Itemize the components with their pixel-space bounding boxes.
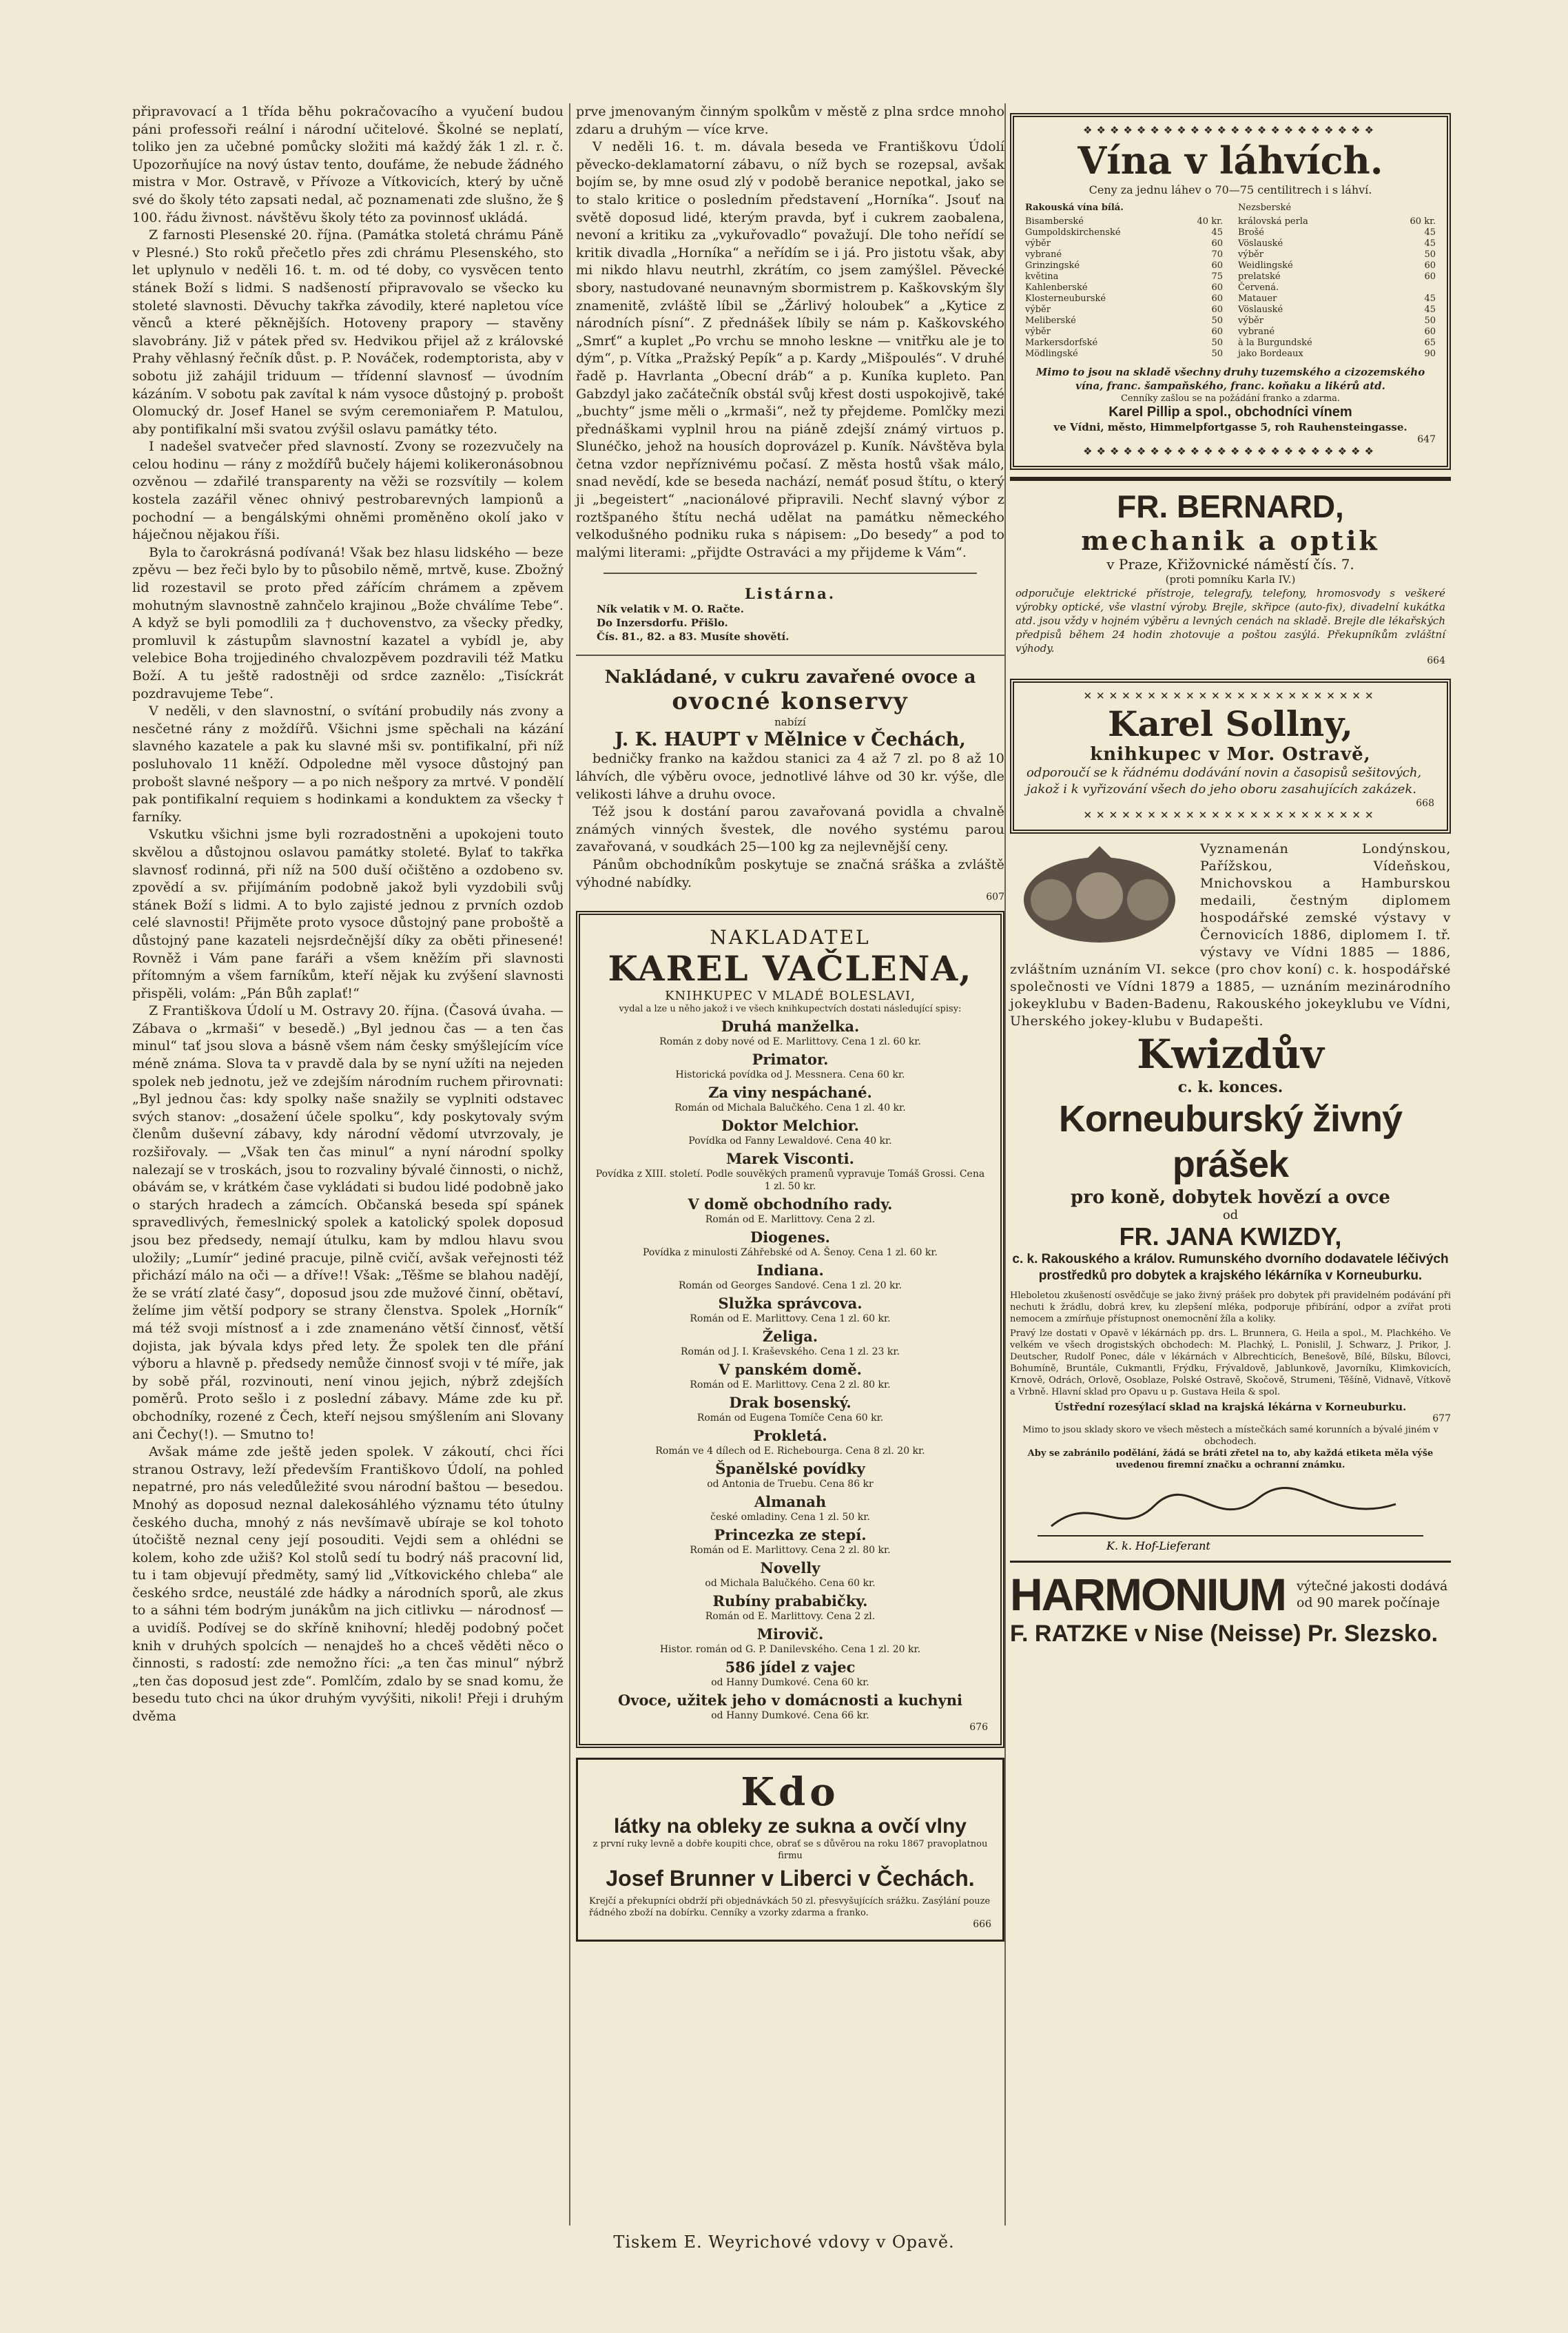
book-item (592, 1262, 988, 1292)
wine-row (1238, 316, 1436, 327)
wine-name: Meliberské (1025, 316, 1076, 326)
ad-number: 676 (969, 1722, 988, 1734)
book-item (592, 1150, 988, 1193)
wine-row (1025, 349, 1223, 360)
wine-price: 75 (1211, 271, 1223, 282)
wine-row (1238, 227, 1436, 238)
sollny-ad (1010, 679, 1451, 834)
column-2 (576, 103, 1004, 1942)
book-item (592, 1493, 988, 1523)
wine-row (1025, 282, 1223, 294)
kwizda-body: Pravý lze dostati v Opavě v lékárnách pp. drs. L. Brunnera, G. Heila a spol., M. Plachkého. Ve velkém ve všech drogistských obchodech: M. Plachký, L. Ponislil, J. Schwarz, J. Prikor, J. Deutscher, Rudolf Ponec, dále v lékárnách v Albrechticích, Benešově, Bílé, Bílsku, Bílovci, Bohumíně, Bruntále, Cukmantli, Frýdku, Frývaldově, Jablunkově, Javorníku, Klimkovicích, Krnově, Odrách, Orlově, Osoblaze, Polské Ostravě, Skočově, Strumeni, Těšíně, Vidnavě, Vítkově a Vrbně. Hlavní sklad pro Opavu u p. Gustava Heila & spol. (1010, 1328, 1451, 1397)
article-paragraph: Byla to čarokrásná podívaná! Však bez hlasu lidského — beze zpěvu — bez řeči bylo by to působilo němě, mrtvě, kuse. Zbožný lid rozestavil se proto před zářícím chrámem a zpěvem mohutným slavnostně zahnčelo krajinou „Bože chválíme Tebe“. A když se byli pomodlili za † duchovenstvo, za všecky předky, promluvil k zástupům slavnostní kazatel a vybídl je, aby velebice Boha trojjediného chvalozpěvem pozdravili též Matku Boží. A tu ještě radostněji od srdce zaznělo: „Tisíckrát pozdravujeme Tebe“. (132, 544, 564, 701)
wine-row (1238, 327, 1436, 338)
wine-row (1238, 260, 1436, 271)
book-item (592, 1117, 988, 1147)
vaclena-label: NAKLADATEL (710, 926, 871, 949)
book-desc: Román od E. Marlittovy. Cena 2 zl. 80 kr. (690, 1379, 891, 1391)
book-title: Almanah (754, 1493, 827, 1511)
signature-caption: K. k. Hof-Lieferant (1106, 1539, 1210, 1552)
vaclena-name: KAREL VAČLENA, (608, 948, 973, 989)
haupt-firm: J. K. HAUPT v Mělnice v Čechách, (615, 729, 966, 751)
book-item (592, 1051, 988, 1081)
book-title: Ovoce, užitek jeho v domácnosti a kuchyni (617, 1692, 963, 1709)
book-item (592, 1229, 988, 1259)
wine-name: vybrané (1025, 249, 1062, 260)
wine-price: 60 kr. (1410, 216, 1436, 227)
book-desc: Román od E. Marlittovy. Cena 2 zl. (705, 1214, 876, 1226)
ornament-border: ✕✕✕✕✕✕✕✕✕✕✕✕✕✕✕✕✕✕✕✕✕✕✕ (1083, 690, 1378, 702)
wine-price: 60 (1424, 271, 1436, 282)
wine-row (1025, 227, 1223, 238)
kwizda-maker2: c. k. Rakouského a králov. Rumunského dvorního dodavatele léčivých prostředků pro dobytek a krajského lékárníka v Korneuburku. (1012, 1252, 1449, 1283)
book-desc: od Michala Balučkého. Cena 60 kr. (705, 1578, 876, 1590)
book-title: Marek Visconti. (726, 1150, 854, 1168)
book-item (592, 1592, 988, 1623)
book-item (592, 1084, 988, 1114)
vaclena-ad (576, 911, 1004, 1748)
wine-name: výběr (1025, 327, 1051, 337)
wine-row (1238, 271, 1436, 282)
wine-row (1025, 260, 1223, 271)
wine-price: 60 (1211, 260, 1223, 271)
wine-name: výběr (1238, 316, 1263, 326)
wine-row (1238, 294, 1436, 305)
ad-number: 607 (986, 892, 1004, 903)
book-title: Doktor Melchior. (721, 1117, 859, 1135)
harmonium-desc: výtečné jakosti dodává od 90 marek počínaje (1296, 1579, 1448, 1610)
wine-name: výběr (1238, 249, 1263, 260)
wine-head: Nezsberské (1238, 203, 1292, 213)
article-paragraph: prve jmenovaným činným spolkům v městě z plna srdce mnoho zdaru a druhým — více krve. (576, 104, 1004, 137)
wine-price: 60 (1211, 238, 1223, 249)
wine-row (1025, 216, 1223, 227)
book-desc: Povídka z XIII. století. Podle souvěkých pramenů vypravuje Tomáš Grossi. Cena 1 zl. 50 kr. (595, 1169, 985, 1193)
article-paragraph: Z Františkova Údolí u M. Ostravy 20. října. (Časová úvaha. — Zábava o „krmaši“ v besedě.) „Byl jednou čas — a ten čas minul“ tať jsou slova a básně všem nám česky smýšlejícím více méně známa. Slova ta v pravdě dala by se nyní užíti na nejeden spolek neb jednotu, jež ve zdejším národním ruchem přirovnati: „Byl jednou čas: kdy spolky naše snažily se vyplniti odstavec svých stanov: „dosažení účele spolku“, kdy poskytovaly svým členům duševní zábavy, kdy národní vědomí utvrzovaly, je rozšiřovaly. — „Však ten čas minul“ a nyní národní spolky nalezají se v troskách, jsou to rozvaliny bývalé činnosti, o nichž, obávám se, v krátkém čase vykládati si budou lidé podobně jako o starých hradech a zámcích. Občanská beseda spí spánek spravedlivých, řemeslnický spolek a katolický spolek doposud jsou bez předsedy, nemají útulku, kam by mdlou hlavu svou uložily; „Lumír“ jediné pracuje, pilně cvičí, avšak veřejnosti též přichází málo na oči — a dříve!! Však: „Těšme se blahou nadějí, že se vrátí zlaté časy“, doposud jsou zde mužové činní, obětaví, želíme jim větší podpory se strany členstva. Spolek „Horník“ má též svoji místnosť a i zde znamenáno větší činnosť, větší dojista, jak bývala kdys před lety. Že spolek ten dle přání výboru a hlavně p. předsedy nemůže činnosť svoji v té míře, jak by sobě přál, rozvinouti, není vinou jejich, nýbrž zdejších poměrů. Proto sešlo i z poslední zábavy. Máme zde ku př. obchodníky, rozené z Čech, kteří nejsou smýšlením ani Slovany ani Čechy(!). — Smutno to! (132, 1003, 564, 1442)
book-desc: Román od Michala Balučkého. Cena 1 zl. 40 kr. (674, 1102, 906, 1114)
ornament-border: ❖❖❖❖❖❖❖❖❖❖❖❖❖❖❖❖❖❖❖❖❖❖ (1083, 124, 1378, 136)
book-item (592, 1361, 988, 1391)
book-desc: od Hanny Dumkové. Cena 60 kr. (711, 1677, 869, 1689)
haupt-head2: ovocné konservy (672, 688, 909, 716)
brunner-head: Kdo (741, 1769, 840, 1816)
divider (576, 655, 1004, 656)
wine-name: Bisamberské (1025, 216, 1084, 227)
book-item (592, 1658, 988, 1689)
ad-number: 668 (1416, 798, 1434, 809)
listarna-line: Ník velatik v M. O. Račte. (597, 603, 744, 616)
wine-title: Vína v láhvích. (1077, 138, 1383, 183)
bernard-ad (1010, 477, 1451, 673)
book-title: Želiga. (762, 1328, 818, 1346)
brunner-ad (576, 1758, 1004, 1942)
book-item (592, 1018, 988, 1048)
ad-number: 647 (1417, 434, 1436, 445)
wine-price: 50 (1211, 316, 1223, 326)
column-1 (132, 103, 564, 1726)
book-title: Mirovič. (756, 1625, 824, 1643)
column-rule (1004, 103, 1006, 2226)
printer-imprint: Tiskem E. Weyrichové vdovy v Opavě. (613, 2232, 955, 2252)
wine-name: vybrané (1238, 327, 1275, 337)
article-paragraph: Vskutku všichni jsme byli rozradostněni a upokojeni touto skvělou a důstojnou oslavou památky stoleté. Bylať to takřka slavnosť rodinná, při níž na 500 duší očištěno a ozdobeno sv. zpovědí a sv. přijímáním podobně jakož byli vyzdobili svůj stánek Boží s lidmi. A to bylo zajisté jednou z prvních ozdob celé slavnosti! Přijměte proto vysoce důstojný pane proboště a důstojný pane kazateli nejsrdečnější díky za oběti přinesené! Rovněž i Vám pane faráři a všem kněžím při slavnosti přítomným a všem farníkům, kteří nějak ku zvýšení slavnosti přispěli, volám: „Pán Bůh zaplať!“ (132, 827, 564, 1001)
wine-price: 70 (1211, 249, 1223, 260)
listarna-title: Listárna. (744, 585, 836, 603)
kwizda-od: od (1222, 1208, 1239, 1222)
kwizda-use: pro koně, dobytek hovězí a ovce (1071, 1187, 1390, 1208)
wine-price: 60 (1211, 305, 1223, 315)
wine-price: 60 (1211, 327, 1223, 337)
wine-price: 65 (1424, 338, 1436, 348)
kwizda-sub: c. k. konces. (1177, 1078, 1283, 1096)
book-title: Prokletá. (753, 1427, 827, 1445)
wine-row (1238, 338, 1436, 349)
wine-name: Červená. (1238, 282, 1279, 293)
brunner-line: z první ruky levně a dobře koupiti chce, obrať se s důvěrou na roku 1867 pravoplatnou firmu (592, 1839, 988, 1862)
harmonium-ad (1010, 1561, 1451, 1647)
wine-name: Mödlingské (1025, 349, 1078, 359)
book-item (592, 1394, 988, 1424)
wine-price: 50 (1211, 349, 1223, 359)
wine-addr: ve Vídni, město, Himmelpfortgasse 5, roh Rauhensteingasse. (1053, 421, 1407, 433)
sollny-body: odporoučí se k řádnému dodávání novin a časopisů sešitových, jakož i k vyřizování všech do jeho oboru zasahujících zakázek. (1027, 765, 1422, 796)
book-desc: Historická povídka od J. Messnera. Cena 60 kr. (675, 1069, 905, 1081)
wine-name: Weidlingské (1238, 260, 1293, 271)
wine-row (1238, 349, 1436, 360)
haupt-offers: nabízí (774, 716, 806, 729)
wine-row (1025, 249, 1223, 260)
wine-price: 60 (1211, 294, 1223, 304)
wine-price: 45 (1424, 305, 1436, 315)
signature-drawing (1010, 1478, 1451, 1554)
book-title: Novelly (760, 1559, 821, 1577)
wine-head: Rakouská vína bílá. (1025, 203, 1124, 213)
wine-name: Klosterneuburské (1025, 294, 1106, 304)
wine-row (1025, 238, 1223, 249)
brunner-firm: Josef Brunner v Liberci v Čechách. (606, 1866, 975, 1891)
wine-list-right (1238, 216, 1436, 360)
vaclena-sub2: vydal a lze u něho jakož i ve všech knihkupectvích dostati následující spisy: (619, 1004, 962, 1015)
wine-price: 50 (1424, 249, 1436, 260)
wine-name: výběr (1025, 305, 1051, 315)
kwizda-warn: Mimo to jsou sklady skoro ve všech městech a místečkách samé korunních a bývalé jiném v obchodech. (1022, 1425, 1438, 1447)
wine-row (1238, 216, 1436, 227)
book-item (592, 1692, 988, 1722)
book-title: Za viny nespáchané. (708, 1084, 872, 1102)
ad-number: 664 (1427, 655, 1445, 666)
book-desc: Povídka od Fanny Lewaldové. Cena 40 kr. (688, 1135, 892, 1147)
book-item (592, 1195, 988, 1226)
wine-price: 60 (1211, 282, 1223, 293)
book-title: Drak bosenský. (729, 1394, 852, 1412)
article-paragraph: Z farnosti Plesenské 20. října. (Památka stoletá chrámu Páně v Plesné.) Sto roků přečetlo přes zdi chrámu Plesenského, sto let uplynulo v neděli 16. t. m. od té doby, co vysvěcen tento stánek Boží s lidmi. S nadšeností připravovalo se všecko ku stoleté slavnosti. Děvuchy takřka závodily, které napletou více věnců a které pěknějších. Hotoveny prapory — stavěny slavobrány. Již v pátek před sv. Hedvikou přijel až z královské Prahy věhlasný řečník důst. p. P. Nováček, rodemptorista, aby v sobotu již zahájil triduum — třídenní slavnosť — úvodním kázáním. V sobotu pak zavítal k nám vysoce důstojný p. probošt Olomucký dr. Josef Hanel se svým ceremoniařem P. Matulou, aby pontifikalní mši svatou zvýšil oslavu památky této. (132, 227, 564, 437)
wine-name: Vöslauské (1238, 238, 1283, 249)
book-title: Služka správcova. (718, 1295, 863, 1313)
book-title: Indiana. (756, 1262, 824, 1279)
wine-row (1025, 327, 1223, 338)
wine-cennik: Cenníky zašlou se na požádání franko a zdarma. (1120, 393, 1341, 404)
book-title: Rubíny prababičky. (712, 1592, 868, 1610)
book-desc: Román ve 4 dílech od E. Richebourga. Cena 8 zl. 20 kr. (655, 1446, 925, 1457)
article-paragraph: V neděli, v den slavnostní, o svítání probudily nás zvony a nesčetné rány z moždířů. Všichni jsme spěchali na kázání slavného kazatele a pak ku slavné mši sv. pontifikalní, při níž posluhovalo 11 kněží. Odpoledne měl vysoce důstojný pan probošt slavné nešpory — a po nich nešpory za mrtvé. V pondělí pak pontifikalní requiem s hodinkami a konduktem za všecky † farníky. (132, 703, 564, 825)
listarna-line: Do Inzersdorfu. Přišlo. (597, 617, 728, 630)
brunner-line: Krejčí a překupníci obdrží při objednávkách 50 zl. přesvyšujících srážku. Zasýlání pouze řádného zboží na dobírku. Cenníky a vzorky zdarma a franko. (589, 1896, 991, 1919)
wine-price: 50 (1424, 316, 1436, 326)
divider (604, 573, 977, 574)
book-desc: Román od J. I. Kraševského. Cena 1 zl. 23 kr. (681, 1346, 900, 1358)
book-title: Princezka ze stepí. (714, 1526, 867, 1544)
book-title: Diogenes. (750, 1229, 830, 1246)
wine-name: Gumpoldskirchenské (1025, 227, 1121, 238)
bernard-trade: mechanik a optik (1081, 525, 1380, 556)
wine-name: výběr (1025, 238, 1051, 249)
wine-row (1238, 238, 1436, 249)
book-desc: Román z doby nové od E. Marlittovy. Cena 1 zl. 60 kr. (659, 1036, 921, 1048)
wine-name: Grinzingské (1025, 260, 1080, 271)
brunner-line: látky na obleky ze sukna a ovčí vlny (614, 1815, 967, 1838)
wine-row (1025, 294, 1223, 305)
listarna (576, 585, 1004, 644)
kwizda-medals: Vyznamenán Londýnskou, Pařížskou, Vídeňskou, Mnichovskou a Hamburskou medaili, čestným diplomem hospodářské zemské výstavy v Černovicích 1886, diplomem I. tř. výstavy ve Vídni 1885 — 1886, zvláštním uznáním VI. sekce (pro chov koní) c. k. hospodářské společnosti ve Vídni 1879 a 1885, — uznáním mezinárodního jokeyklubu v Baden-Badenu, Rakouského jokeyklubu ve Vídni, Uherského jokey-klubu v Budapešti. (1010, 841, 1451, 1029)
wine-name: Markersdorfské (1025, 338, 1098, 348)
wine-name: prelatské (1238, 271, 1281, 282)
wine-price: 60 (1424, 327, 1436, 337)
wine-note: Mimo to jsou na skladě všechny druhy tuzemského a cizozemského vína, franc. šampaňského, franc. koňaku a likérů atd. (1035, 366, 1425, 392)
harmonium-title: HARMONIUM (1010, 1569, 1286, 1620)
listarna-line: Čís. 81., 82. a 83. Musíte shovětí. (597, 630, 790, 644)
medal-illustration (1010, 841, 1189, 951)
wine-row (1025, 305, 1223, 316)
wine-row (1025, 316, 1223, 327)
book-item (592, 1625, 988, 1656)
wine-row (1238, 282, 1436, 294)
kwizda-central: Ústřední rozesýlací sklad na krajská lékárna v Korneuburku. (1054, 1401, 1407, 1413)
wine-name: jako Bordeaux (1238, 349, 1303, 359)
book-title: Španělské povídky (715, 1460, 865, 1478)
sollny-sub: knihkupec v Mor. Ostravě, (1090, 744, 1371, 765)
haupt-ad (576, 667, 1004, 903)
article-paragraph: Avšak máme zde ještě jeden spolek. V zákoutí, chci říci stranou Ostravy, leží především Františkovo Údolí, na pohled nepatrné, pro nás veledůležité svou národní baštou — besedou. Mnohý as doposud neznal dalekosáhlého významu této útulny českého ducha, mnohý z nás nevšímavě ubíraje se kol tohoto útočiště neznal ceny její posouditi. Vejdi sem a ohlédni se kolem, koho zde užiš? Kol stolů sedí tu bodrý náš pracovní lid, tu i tam objevují předměty, samý lid „Vítkovického chleba“ ale českého srdce, neustálé zde hádky a národních sporů, ale zkus to a sáhni tém bodrým junákům na jich citlivku — národnosť — a uvidíš. Podívej se do skříně knihovní; hleděj podobný počet knih v druhých spolcích — nenajdeš ho a chceš věděti něco o činnosti, s radostí: zde nemožno říci: „a ten čas minul“ nýbrž „ten čas doposud jest zde“. Pomlčím, zdalo by se snad komu, že besedu tuto chci na úkor druhým vyvýšiti, nikoli! Přeji i druhým dvěma (132, 1444, 564, 1725)
book-desc: české omladiny. Cena 1 zl. 50 kr. (710, 1512, 870, 1523)
book-desc: Román od Georges Sandové. Cena 1 zl. 20 kr. (678, 1280, 902, 1292)
article-paragraph: připravovací a 1 třída běhu pokračovacího a vyučení budou páni professoři reální i národní učitelové. Školné se neplatí, toliko jen za učebné pomůcky složiti má každý žák 1 zl. r. č. Upozorňujíce na nový ústav tento, doufáme, že nebude žádného mistra v Mor. Ostravě, v Přívoze a Vítkovicích, který by učně své do školy této zapsati nedal, ač poznamenati zde slušno, že § 100. řádu živnost. návštěvu školy této za povinnosť ukládá. (132, 104, 564, 225)
wine-name: Matauer (1238, 294, 1277, 304)
wine-price: 45 (1424, 294, 1436, 304)
ornament-border: ❖❖❖❖❖❖❖❖❖❖❖❖❖❖❖❖❖❖❖❖❖❖ (1083, 445, 1378, 458)
wine-name: Kahlenberské (1025, 282, 1088, 293)
book-title: Primator. (752, 1051, 829, 1069)
haupt-body: Též jsou k dostání parou zavařovaná povidla a chvalně známých vinných švestek, dle nového systému parou zavařovaná, v soudkách 25—100 kg za nejlevnější ceny. (576, 804, 1004, 855)
book-desc: Román od Eugena Tomíče Cena 60 kr. (697, 1412, 884, 1424)
ad-number: 677 (1432, 1413, 1451, 1424)
kwizda-body: Hleboletou zkušeností osvědčuje se jako živný prášek pro dobytek při pravidelném podávání při nechuti k žrádlu, dobrá krev, ku zlepšení mléka, podporuje přibírání, odpor a zvířat proti nemocem a zmírňuje přístupnost onemocnění žíla a koliky. (1010, 1291, 1451, 1324)
book-item (592, 1559, 988, 1590)
haupt-body: bedničky franko na každou stanici za 4 až 7 zl. po 8 až 10 láhvích, dle výběru ovoce, jednotlivé láhve od 30 kr. výše, dle velikosti láhve a druhu ovoce. (576, 751, 1004, 802)
book-item (592, 1526, 988, 1556)
wine-ad (1010, 113, 1451, 470)
book-item (592, 1328, 988, 1358)
book-title: V domě obchodního rady. (688, 1195, 893, 1213)
column-3 (1010, 103, 1451, 1647)
wine-name: královská perla (1238, 216, 1308, 227)
book-list (592, 1018, 988, 1722)
signature (1010, 1478, 1451, 1554)
wine-price: 90 (1424, 349, 1436, 359)
bernard-addr: v Praze, Křižovnické náměstí čís. 7. (1106, 556, 1354, 573)
kwizda-product: Korneuburský živný prášek (1058, 1098, 1403, 1185)
book-desc: Román od E. Marlittovy. Cena 2 zl. 80 kr. (690, 1545, 891, 1556)
article-paragraph: V neděli 16. t. m. dávala beseda ve Františkovu Údolí pěvecko-deklamatorní zábavu, o níž bych se rozepsal, avšak bojím se, by mne osud zlý v podobě beranice nepotkal, jako se to stalo kritice o posledním představení „Horníka“. Jsouť na světě doposud lidé, kterým pravda, byť i cukrem zaobalena, nevoní a kritiku za „vykuřovadlo“ považují. Dle toho neřídí se kritik divadla „Horníka“ a neřídím se i já. Pro jistotu však, aby mi nikdo hlavu neutrhl, zkrátím, co jsem zamýšlel. Pěvecké sbory, nastudované neunavným sbormistrem p. Kaškovským šly znamenitě, zvláště líbil se „Žárlivý holoubek“ a „Kytice z národních písní“. Z přednášek líbily se nám p. Kaškovského „Smrť“ a kuplet „Po vrchu se mnoho leskne — vnitřku ale je to dým“, p. Vítka „Pražský Pepík“ a p. Kardy „Mišpoulés“. V druhé řadě p. Havrlanta „Obecní dráb“ a p. Kuníka kupleto. Pan Gabzdyl jako začátečník obstál svůj křest dosti uspokojivě, také „buchty“ jsme měli o „krmaši“, než ty přejdeme. Pomlčky mezi přednáškami vyplnil hrou na piáně zdejší známý virtuos p. Slunéčko, jehož na housích doprovázel p. Kuník. Návštěva byla četna vzdor nepříznivému počasí. Z města hostů však málo, snad nevědí, kde se beseda nachází, nemáť posud štítu, o který ji „begeistert“ „nacionálové připravili. Nechť slavný výbor z roztšpaného štítu nechá udělat na památku německého velkodušného podniku ruka s nápisem: „Do besedy“ a pod to malými literami: „přijdte Ostraváci a my přijdeme k Vám“. (576, 139, 1004, 560)
book-title: 586 jídel z vajec (725, 1658, 856, 1676)
ornament-border: ✕✕✕✕✕✕✕✕✕✕✕✕✕✕✕✕✕✕✕✕✕✕✕ (1083, 809, 1378, 821)
harmonium-firm: F. RATZKE v Nise (Neisse) Pr. Slezsko. (1010, 1621, 1438, 1647)
wine-row (1025, 271, 1223, 282)
book-desc: od Antonia de Truebu. Cena 86 kr (707, 1479, 874, 1490)
book-title: V panském domě. (718, 1361, 862, 1379)
column-rule (569, 103, 570, 2226)
wine-row (1025, 338, 1223, 349)
wine-name: Brošé (1238, 227, 1264, 238)
wine-price: 45 (1424, 238, 1436, 249)
wine-price: 40 kr. (1197, 216, 1223, 227)
kwizda-ad (1010, 841, 1451, 1554)
book-desc: Román od E. Marlittovy. Cena 2 zl. (705, 1611, 876, 1623)
wine-price: 45 (1424, 227, 1436, 238)
article-paragraph: I nadešel svatvečer před slavností. Zvony se rozezvučely na celou hodinu — rány z moždířů bučely hájemi kolikeronásobnou ozvěnou — zdařilé transparenty na věži se rozsvítily — kolem kostela zazářil věnec ohnivý pestrobarevných lampionů a pochodní — a bengálskými ohněmi proměněno okolí jako v háječnou nějakou říši. (132, 439, 564, 543)
wine-name: à la Burgundské (1238, 338, 1312, 348)
bernard-body: odporučuje elektrické přístroje, telegrafy, telefony, hromosvody s veškeré výrobky optické, vše vlastní výroby. Brejle, skřipce (auto-fix), divadelní kukátka atd. jsou vždy v hojném výběru a levných cenách na skladě. Brejle dle lékařských předpisů během 24 hodin zhotovuje a poštou zasýlá. Překupníkům zvláštní výhody. (1015, 587, 1445, 655)
wine-name: květina (1025, 271, 1059, 282)
kwizda-name: Kwizdův (1137, 1031, 1324, 1078)
wine-price: 45 (1211, 227, 1223, 238)
ad-number: 666 (973, 1919, 991, 1931)
vaclena-sub: KNIHKUPEC V MLADÉ BOLESLAVI, (665, 989, 916, 1004)
wine-list-left (1025, 216, 1223, 360)
book-desc: Román od E. Marlittovy. Cena 1 zl. 60 kr. (690, 1313, 891, 1325)
book-desc: Histor. román od G. P. Danilevského. Cena 1 zl. 20 kr. (659, 1644, 921, 1656)
wine-firm: Karel Pillip a spol., obchodníci vínem (1108, 404, 1352, 420)
book-desc: od Hanny Dumkové. Cena 66 kr. (711, 1710, 869, 1722)
wine-price: 50 (1211, 338, 1223, 348)
wine-price-table (1025, 203, 1436, 360)
bernard-addr2: (proti pomníku Karla IV.) (1165, 573, 1296, 586)
bernard-name: FR. BERNARD, (1117, 489, 1344, 524)
wine-price: 60 (1424, 260, 1436, 271)
book-item (592, 1427, 988, 1457)
book-title: Druhá manželka. (721, 1018, 860, 1036)
wine-price: Ceny za jednu láhev o 70—75 centilitrech i s láhví. (1089, 183, 1372, 196)
book-item (592, 1295, 988, 1325)
kwizda-maker: FR. JANA KWIZDY, (1119, 1222, 1342, 1251)
wine-name: Vöslauské (1238, 305, 1283, 315)
wine-row (1238, 305, 1436, 316)
book-desc: Povídka z minulosti Záhřebské od A. Šenoy. Cena 1 zl. 60 kr. (643, 1247, 938, 1259)
wine-row (1238, 249, 1436, 260)
sollny-name: Karel Sollny, (1108, 703, 1353, 744)
haupt-body: Pánům obchodníkům poskytuje se značná sráška a zvláště výhodné nabídky. (576, 857, 1004, 890)
haupt-head: Nakládané, v cukru zavařené ovoce a (604, 667, 976, 688)
book-item (592, 1460, 988, 1490)
kwizda-warn: Aby se zabránilo podělání, žádá se bráti zřetel na to, aby každá etiketa měla výše uvedenou firemní značku a ochranní známku. (1027, 1448, 1434, 1470)
